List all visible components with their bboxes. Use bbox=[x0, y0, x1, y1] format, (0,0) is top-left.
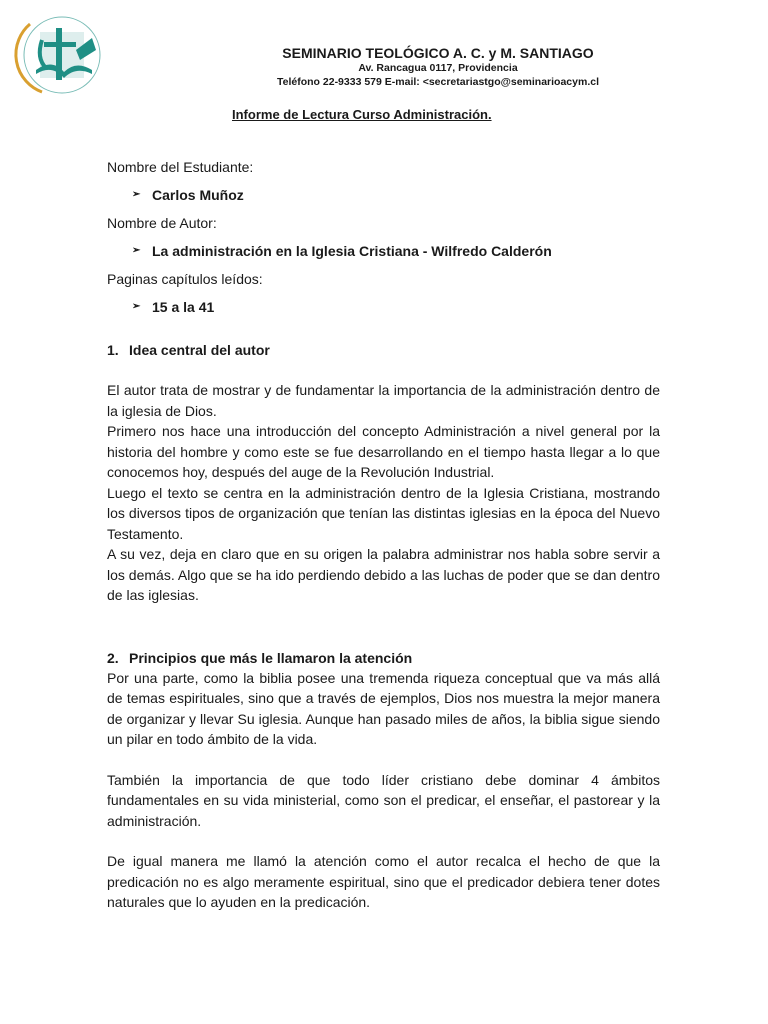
arrow-bullet-icon: ➢ bbox=[132, 245, 141, 256]
section2-paragraph: Por una parte, como la biblia posee una tremenda riqueza conceptual que va más allá de temas espirituales, sino que a través de ejemplos, Dios nos muestra la mejor manera de organizar y llevar Su iglesia. Aunque han pasado miles de años, la biblia sigue siendo un pilar en todo ámbito de la vida. bbox=[107, 669, 660, 747]
pages-read: 15 a la 41 bbox=[152, 299, 215, 315]
pages-label: Paginas capítulos leídos: bbox=[107, 271, 263, 287]
arrow-bullet-icon: ➢ bbox=[132, 301, 141, 312]
institution-contact: Teléfono 22-9333 579 E-mail: <secretariastgo@seminarioacym.cl bbox=[277, 76, 599, 88]
section2-heading bbox=[107, 648, 660, 668]
student-name: Carlos Muñoz bbox=[152, 187, 244, 203]
section1-title: Idea central del autor bbox=[129, 342, 270, 358]
student-label: Nombre del Estudiante: bbox=[107, 159, 254, 175]
section1-heading bbox=[107, 340, 660, 360]
section2-paragraph: También la importancia de que todo líder cristiano debe dominar 4 ámbitos fundamentales en su vida ministerial, como son el predicar, el enseñar, el pastorear y la administración. bbox=[107, 771, 660, 829]
section2-number: 2. bbox=[107, 649, 119, 666]
student-name-item bbox=[107, 185, 660, 205]
section1-paragraph: El autor trata de mostrar y de fundamentar la importancia de la administración dentro de la iglesia de Dios. bbox=[107, 382, 660, 419]
section1-number: 1. bbox=[107, 342, 119, 358]
document-body bbox=[107, 157, 660, 913]
section1-paragraph: A su vez, deja en claro que en su origen la palabra administrar nos habla sobre servir a los demás. Algo que se ha ido perdiendo debido a las luchas de poder que se dan dentro de las iglesias. bbox=[107, 546, 660, 603]
book-title: La administración en la Iglesia Cristiana - Wilfredo Calderón bbox=[152, 243, 552, 259]
institution-name: SEMINARIO TEOLÓGICO A. C. y M. SANTIAGO bbox=[282, 45, 594, 61]
section2-title: Principios que más le llamaron la atención bbox=[129, 649, 413, 666]
pages-item bbox=[107, 297, 660, 317]
institution-address: Av. Rancagua 0117, Providencia bbox=[358, 62, 518, 74]
seminary-logo bbox=[12, 10, 112, 100]
section1-paragraph: Primero nos hace una introducción del concepto Administración a nivel general por la historia del hombre y como este se fue desarrollando en el tiempo hasta llegar a lo que conocemos hoy, después del auge de la Revolución Industrial. bbox=[107, 423, 660, 480]
section2-paragraph: De igual manera me llamó la atención como el autor recalca el hecho de que la predicación no es algo meramente espiritual, sino que el predicador debiera tener dotes naturales que lo ayuden en la predicación. bbox=[107, 853, 660, 910]
section1-paragraph: Luego el texto se centra en la administración dentro de la Iglesia Cristiana, mostrando los diversos tipos de organización que tenían las distintas iglesias en la época del Nuevo Testamento. bbox=[107, 484, 660, 542]
book-item bbox=[107, 241, 660, 261]
author-label: Nombre de Autor: bbox=[107, 215, 217, 231]
report-title: Informe de Lectura Curso Administración. bbox=[232, 107, 492, 122]
arrow-bullet-icon: ➢ bbox=[132, 189, 141, 200]
